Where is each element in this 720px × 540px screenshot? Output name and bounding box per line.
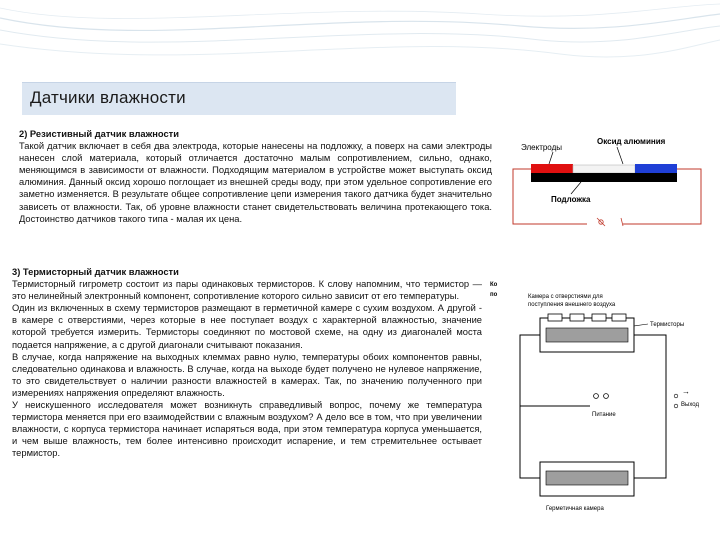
chamber-holes-label-line1: Камера с отверстиями для — [528, 294, 603, 300]
switch-icon — [597, 218, 605, 226]
right-electrode — [635, 164, 677, 173]
air-hole — [612, 314, 626, 321]
figure-corner-label-bottom: по — [490, 292, 498, 298]
power-label: Питание — [592, 412, 616, 418]
output-terminal-icon — [674, 394, 678, 398]
thermistor-paragraph: Термисторный гигрометр состоит из пары одинаковых термисторов. К слову напомним, что термистор — это нелинейный электронный компонент, сопротивление которого сильно зависит от его температуры. — [12, 279, 482, 302]
substrate — [531, 173, 677, 182]
resistive-sensor-text: Такой датчик включает в себя два электрода, которые нанесены на подложку, а поверх на сами электроды нанесен слой материала, который отличается достаточно малым сопротивлением, сильно, однако, меняющимся в зависимости от влажности. Подходящим материалом в устройстве может выступать оксид алюминия. Данный оксид хорошо поглощает из внешней среды воду, при этом удельное сопротивление его заметно изменяется. В результате общее сопротивление цепи измерения такого датчика будет значительно зависеть от влажности. Так, об уровне влажности станет свидетельствовать величина протекающего тока. Достоинство датчиков такого типа - малая их цена. — [19, 141, 492, 224]
thermistor-sensor-section — [12, 266, 482, 460]
electrodes-pointer — [549, 152, 553, 164]
oxide-pointer — [617, 147, 623, 164]
power-terminal-icon — [594, 394, 599, 399]
resistive-sensor-section — [19, 128, 492, 225]
resistive-sensor-heading: 2) Резистивный датчик влажности — [19, 129, 179, 139]
substrate-pointer — [571, 182, 581, 194]
chamber-holes-label-line2: поступления внешнего воздуха — [528, 302, 616, 308]
thermistors-label: Термисторы — [650, 322, 685, 328]
sealed-chamber-label: Герметичная камера — [546, 506, 604, 512]
thermistor-paragraph: У неискушенного исследователя может возникнуть справедливый вопрос, почему же температура термистора меняется при его взаимодействии с влажным воздухом? А дело все в том, что при увеличении влажности, с корпуса термистора начинает испаряться вода, при этом температура корпуса уменьшается, и чем выше влажность, тем более интенсивно происходит испарение, и тем стремительнее остывает термистор. — [12, 400, 482, 459]
output-arrow-icon: → — [682, 387, 690, 396]
output-label: Выход — [681, 402, 699, 408]
circuit-right-wire — [634, 335, 666, 478]
electrodes-label: Электроды — [521, 143, 562, 152]
substrate-label: Подложка — [551, 195, 591, 204]
battery-icon — [621, 218, 623, 226]
power-terminal-icon — [604, 394, 609, 399]
air-hole — [592, 314, 606, 321]
thermistor-sensor-heading: 3) Термисторный датчик влажности — [12, 267, 179, 277]
thermistor-pointer — [634, 324, 648, 326]
resistive-sensor-diagram — [505, 132, 707, 230]
figure-corner-label-top: Ко — [490, 282, 498, 288]
air-hole — [570, 314, 584, 321]
thermistor-paragraph: В случае, когда напряжение на выходных клеммах равно нулю, температуры обоих компонентов равны, следовательно одинакова и влажность. В случае, когда на выходе будет получено не нулевое напряжение, то это свидетельствует о наличии разности влажностей в камерах. Так, по значению полученного при измерениях напряжения определяют влажность. — [12, 351, 482, 398]
air-hole — [548, 314, 562, 321]
lower-thermistor — [546, 471, 628, 485]
slide-title-bar — [22, 82, 456, 115]
upper-thermistor — [546, 328, 628, 342]
oxide-label: Оксид алюминия — [597, 137, 666, 146]
left-electrode — [531, 164, 573, 173]
thermistor-hygrometer-diagram — [488, 278, 712, 518]
slide-title: Датчики влажности — [30, 88, 186, 107]
thermistor-paragraph: Один из включенных в схему термисторов размещают в герметичной камере с сухим воздухом. А другой - в камере с отверстиями, через которые в нее поступает воздух с характерной влажностью, значение которой требуется измерить. Термисторы соединяют по мостовой схеме, на одну из диагоналей моста подается напряжение, а с другой диагонали считывают показания. — [12, 303, 482, 350]
output-terminal-icon — [674, 404, 678, 408]
oxide-layer — [573, 165, 635, 173]
